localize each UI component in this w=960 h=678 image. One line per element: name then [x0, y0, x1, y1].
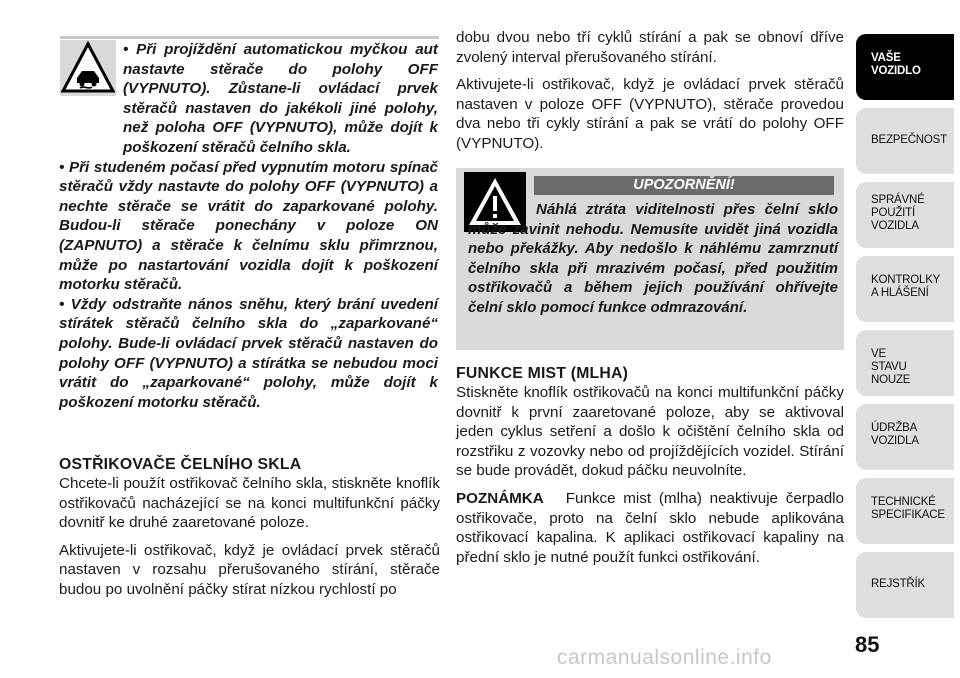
caution-top-rule: [60, 36, 439, 39]
section-heading: OSTŘIKOVAČE ČELNÍHO SKLA: [59, 456, 302, 473]
warning-text: Náhlá ztráta viditelnosti přes čelní sklo může zavinit nehodu. Nemusíte uvidět jiná vozidla nebo překážky. Aby nedošlo k náhlému zamrznutí čelního skla při mrazivém počasí, před použitím ostřikovačů a během jejich používání ohřívejte čelní sklo pomocí funkce odmrazování.: [468, 201, 838, 316]
tab-label: KONTROLKY A HLÁŠENÍ: [871, 274, 940, 299]
page-number: 85: [855, 632, 880, 657]
mist-section: [456, 365, 844, 567]
tab-rejstrik[interactable]: [856, 552, 954, 618]
paragraph: Aktivujete-li ostřikovač, když je ovládací prvek stěračů nastaven v poloze OFF (VYPNUTO), stěrače provedou dva nebo tři cykly stírání a pak se vrátí do polohy OFF (VYPNUTO).: [456, 76, 844, 152]
tab-technicke[interactable]: [856, 478, 954, 544]
mist-paragraph: Stiskněte knoflík ostřikovačů na konci multifunkční páčky dovnitř k první zaaretované poloze, aby se aktivoval jeden cyklus setření a došlo k očištění čelního skla od rozstřiku z vozovky nebo od projíždějících vozidel. Stírání se bude provádět, dokud páčku neuvolníte.: [456, 384, 844, 480]
tab-label: TECHNICKÉ SPECIFIKACE: [871, 496, 945, 521]
tab-ve-stavu-nouze[interactable]: [856, 330, 954, 396]
tab-vase-vozidlo[interactable]: [856, 34, 954, 100]
tab-spravne-pouziti[interactable]: [856, 182, 954, 248]
caution-bullet: • Vždy odstraňte nános sněhu, který brání uvedení stírátek stěračů čelního skla do „zaparkované“ polohy. Bude-li ovládací prvek stěračů nastaven do polohy OFF (VYPNUTO) a stírátka se nebudou moci vrátit do „zaparkované“ polohy, může dojít k poškození motorku stěračů.: [59, 295, 438, 411]
mist-heading: FUNKCE MIST (MLHA): [456, 365, 629, 382]
note-label: POZNÁMKA: [456, 489, 544, 507]
watermark: carmanualsonline.info: [557, 646, 772, 669]
paragraph: Aktivujete-li ostřikovač, když je ovládací prvek stěračů nastaven v rozsahu přerušovaného stírání, stěrače budou po uvolnění páčky stírat nízkou rychlostí po: [59, 541, 440, 598]
right-column: [456, 28, 844, 162]
paragraph: dobu dvou nebo tří cyklů stírání a pak se obnoví dříve zvolený interval přerušovaného stírání.: [456, 29, 844, 66]
tab-kontrolky[interactable]: [856, 256, 954, 322]
note-text: Funkce mist (mlha) neaktivuje čerpadlo ostřikovače, proto na čelní sklo nebude aplikována ostřikovací kapalina. K aplikaci ostřikovací kapaliny na přední sklo je nutné použít funkci ostřikování.: [456, 489, 844, 566]
tab-udrzba[interactable]: [856, 404, 954, 470]
tab-label: BEZPEČNOST: [871, 134, 947, 146]
paragraph: Chcete-li použít ostřikovač čelního skla, stiskněte knoflík ostřikovačů nacházející se na konci multifunkční páčky dovnitř ke druhé zaaretované poloze.: [59, 475, 440, 532]
tab-label: REJSTŘÍK: [871, 578, 925, 590]
tab-label: SPRÁVNÉ POUŽITÍ VOZIDLA: [871, 194, 925, 232]
tab-bezpecnost[interactable]: [856, 108, 954, 174]
tab-label: VE STAVU NOUZE: [871, 348, 911, 386]
caution-bullet: • Při projíždění automatickou myčkou aut nastavte stěrače do polohy OFF (VYPNUTO). Zůstane-li ovládací prvek stěračů nastaven do jakékoli jiné polohy, než poloha OFF (VYPNUTO), může dojít k poškození stěračů čelního skla.: [123, 41, 438, 156]
caution-bullet: • Při studeném počasí před vypnutím motoru spínač stěračů vždy nastavte do polohy OFF (VYPNUTO) a nechte stěrače se vrátit do zaparkované polohy. Budou-li stěrače ponechány v poloze ON (ZAPNUTO) a stěrače k čelnímu sklu přimrznou, může po nastartování vozidla dojít k poškození motorku stěračů.: [59, 158, 438, 294]
tab-label: ÚDRŽBA VOZIDLA: [871, 422, 919, 447]
tab-label: VAŠE VOZIDLO: [871, 52, 921, 77]
left-lower: [59, 455, 440, 608]
note-paragraph: [456, 489, 844, 567]
warning-title: UPOZORNĚNÍ!: [534, 176, 834, 195]
left-column: [59, 40, 438, 426]
